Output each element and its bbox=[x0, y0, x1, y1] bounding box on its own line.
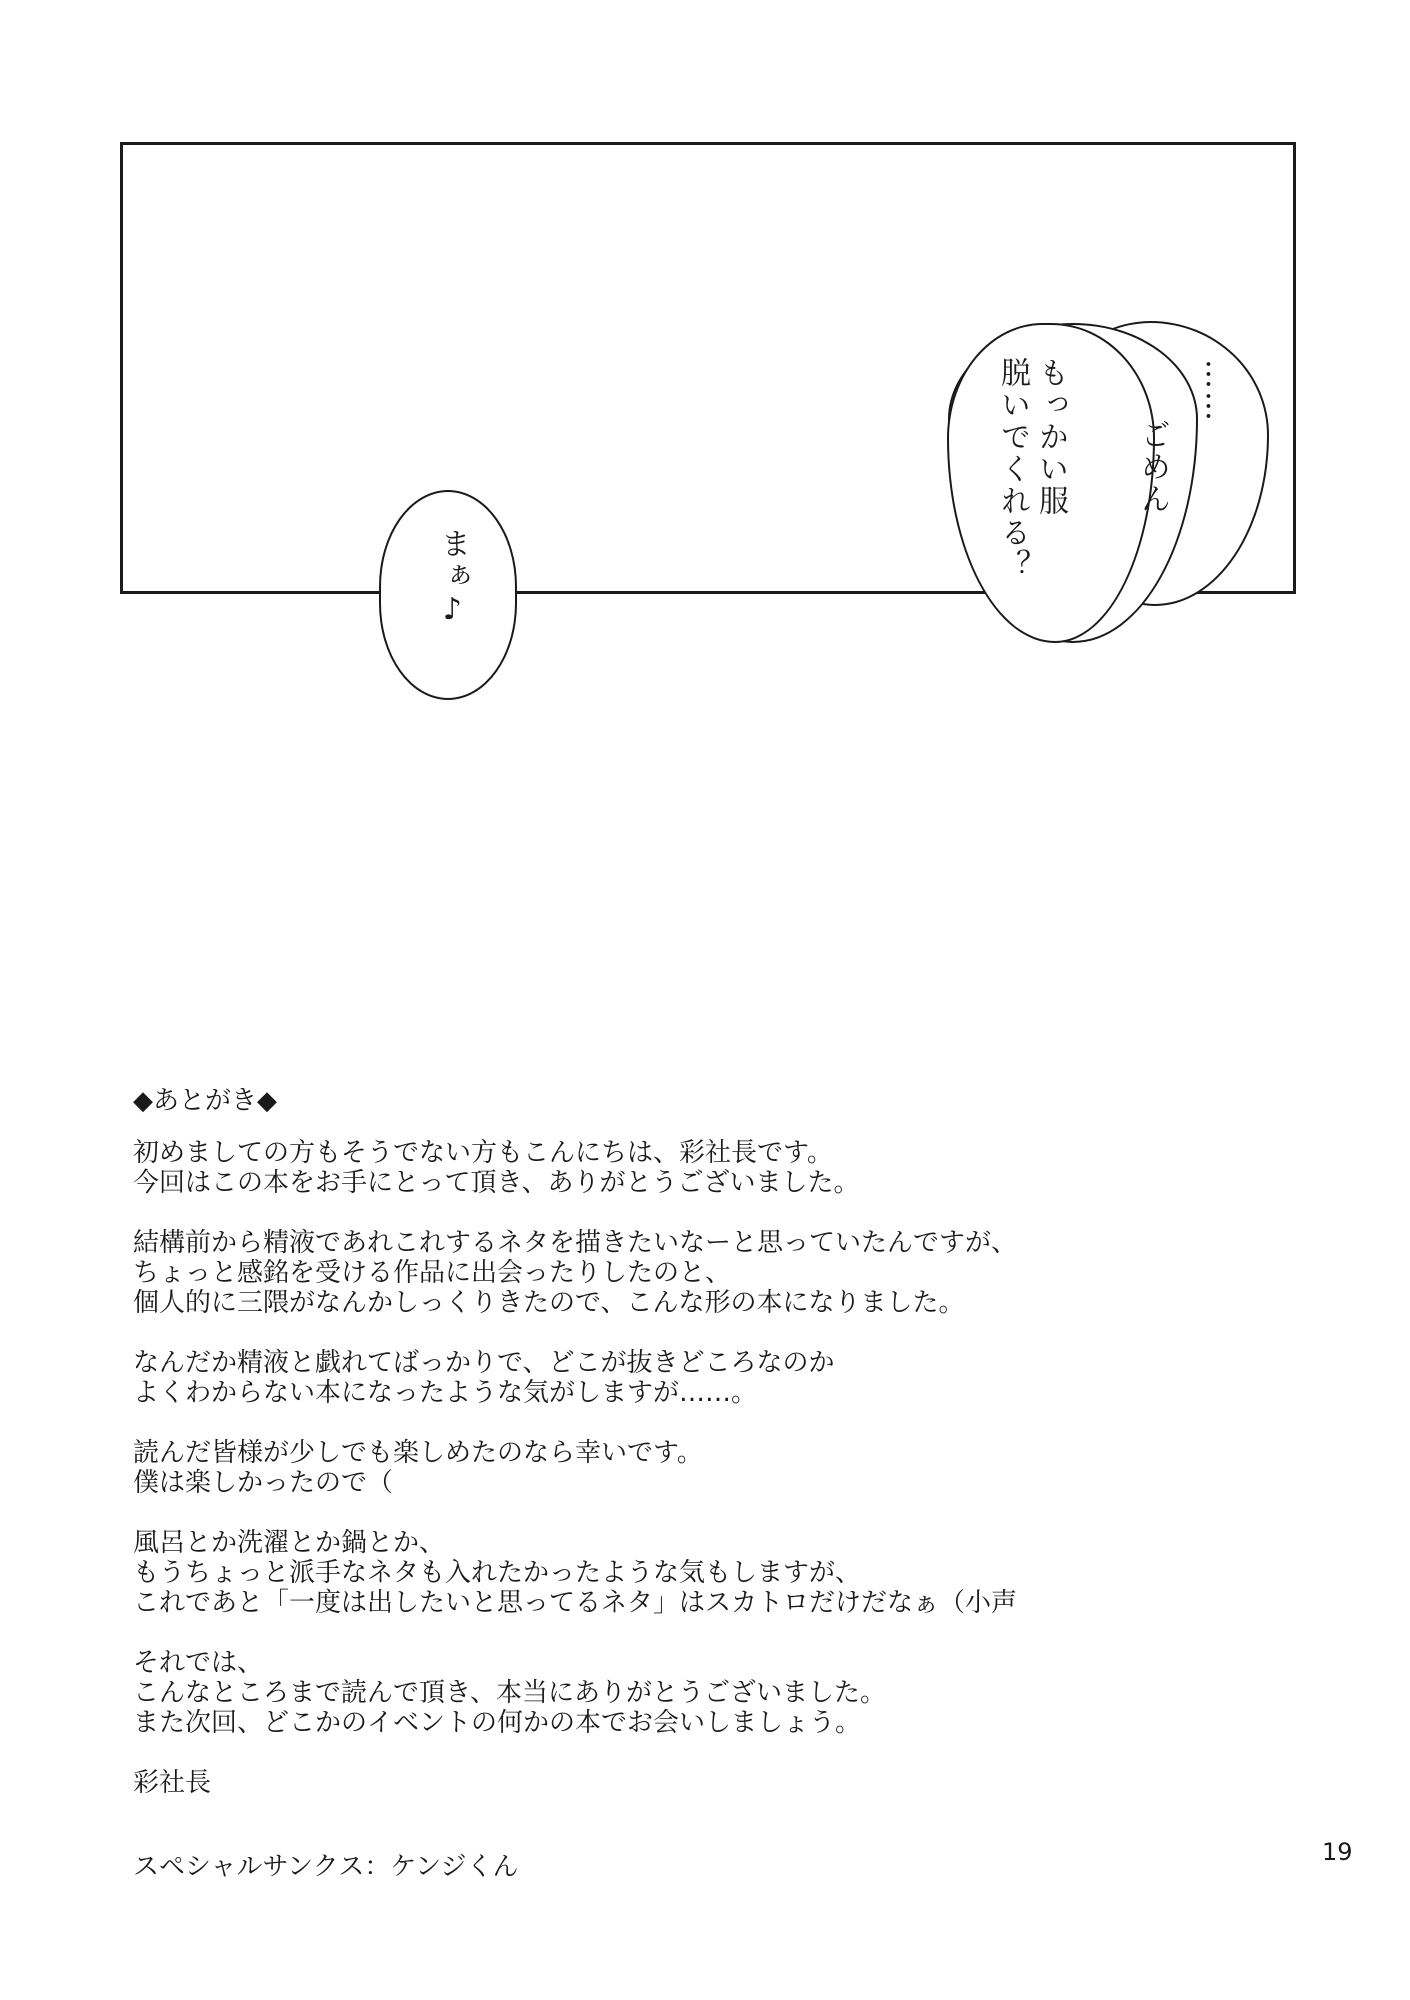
afterword-line: これであと「一度は出したいと思ってるネタ」はスカトロだけだなぁ（小声 bbox=[133, 1588, 1018, 1618]
author-signature: 彩社長 bbox=[133, 1768, 212, 1798]
afterword-line: 風呂とか洗濯とか鍋とか、 bbox=[133, 1528, 446, 1558]
afterword-line: それでは、 bbox=[133, 1648, 264, 1678]
comic-panel bbox=[120, 142, 1296, 629]
afterword-paragraph bbox=[133, 1438, 1273, 1498]
afterword-paragraph bbox=[133, 1648, 1273, 1738]
afterword-paragraph bbox=[133, 1528, 1273, 1618]
afterword-line: 僕は楽しかったので（ bbox=[133, 1468, 394, 1498]
afterword-line: こんなところまで読んで頂き、本当にありがとうございました。 bbox=[133, 1678, 886, 1708]
afterword-line: 読んだ皆様が少しでも楽しめたのなら幸いです。 bbox=[133, 1438, 703, 1468]
afterword-line: よくわからない本になったような気がしますが……。 bbox=[133, 1378, 758, 1408]
afterword-heading: ◆あとがき◆ bbox=[133, 1086, 277, 1116]
afterword-paragraph bbox=[133, 1348, 1273, 1408]
afterword-line: 今回はこの本をお手にとって頂き、ありがとうございました。 bbox=[133, 1168, 860, 1198]
afterword-line: 結構前から精液であれこれするネタを描きたいなーと思っていたんですが、 bbox=[133, 1228, 1018, 1258]
afterword-line: ちょっと感銘を受ける作品に出会ったりしたのと、 bbox=[133, 1258, 732, 1288]
afterword-paragraph bbox=[133, 1228, 1273, 1318]
afterword-line: なんだか精液と戯れてばっかりで、どこが抜きどころなのか bbox=[133, 1348, 835, 1378]
afterword-section bbox=[133, 1086, 1273, 1882]
special-thanks: スペシャルサンクス：ケンジくん bbox=[133, 1852, 519, 1882]
afterword-line: もうちょっと派手なネタも入れたかったような気もしますが、 bbox=[133, 1558, 862, 1588]
afterword-paragraph bbox=[133, 1138, 1273, 1198]
afterword-line: 初めましての方もそうでない方もこんにちは、彩社長です。 bbox=[133, 1138, 833, 1168]
bubble-text-ellipsis: …… bbox=[1199, 359, 1234, 423]
bubble-text-request: もっかい服 脱いでくれる？ bbox=[995, 357, 1068, 581]
afterword-line: また次回、どこかのイベントの何かの本でお会いしましょう。 bbox=[133, 1708, 862, 1738]
afterword-line: 個人的に三隈がなんかしっくりきたので、こんな形の本になりました。 bbox=[133, 1288, 965, 1318]
page-number: 19 bbox=[1322, 1838, 1353, 1866]
bubble-text-maa: まぁ♪ bbox=[435, 528, 470, 629]
bubble-text-apology: ごめん bbox=[1135, 419, 1170, 515]
